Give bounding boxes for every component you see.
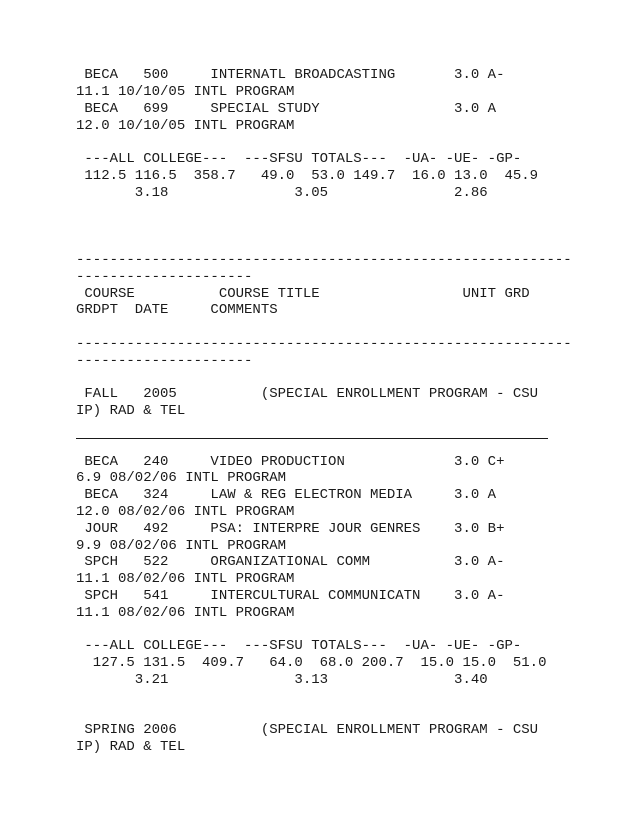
transcript-line: ---ALL COLLEGE--- ---SFSU TOTALS--- -UA- -UE- -GP- — [76, 151, 522, 168]
transcript-line — [76, 50, 616, 67]
transcript-document — [76, 0, 616, 756]
transcript-line: BECA 324 LAW & REG ELECTRON MEDIA 3.0 A — [76, 487, 497, 504]
transcript-line: BECA 500 INTERNATL BROADCASTING 3.0 A- — [76, 67, 505, 84]
section-divider-line — [76, 438, 548, 439]
transcript-line: 6.9 08/02/06 INTL PROGRAM — [76, 470, 287, 487]
transcript-line: SPCH 541 INTERCULTURAL COMMUNICATN 3.0 A- — [76, 587, 505, 604]
transcript-line: ----------------------------------------------------------- — [76, 251, 572, 268]
transcript-line: SPRING 2006 (SPECIAL ENROLLMENT PROGRAM - CSU — [76, 722, 539, 739]
transcript-line — [76, 319, 616, 336]
transcript-line — [76, 420, 616, 437]
transcript-line: 3.18 3.05 2.86 — [76, 184, 488, 201]
transcript-line: COURSE COURSE TITLE UNIT GRD — [76, 285, 530, 302]
transcript-line: ----------------------------------------------------------- — [76, 335, 572, 352]
transcript-line — [76, 235, 616, 252]
transcript-line: 3.21 3.13 3.40 — [76, 671, 488, 688]
transcript-line — [76, 370, 616, 387]
transcript-line: 12.0 10/10/05 INTL PROGRAM — [76, 117, 295, 134]
transcript-line — [76, 134, 616, 151]
transcript-line — [76, 0, 616, 17]
transcript-line: IP) RAD & TEL — [76, 739, 186, 756]
transcript-line — [76, 621, 616, 638]
transcript-line: BECA 240 VIDEO PRODUCTION 3.0 C+ — [76, 453, 505, 470]
transcript-line — [76, 34, 616, 51]
transcript-line: IP) RAD & TEL — [76, 403, 186, 420]
transcript-line: FALL 2005 (SPECIAL ENROLLMENT PROGRAM - CSU — [76, 386, 539, 403]
transcript-line — [76, 705, 616, 722]
transcript-line: 11.1 10/10/05 INTL PROGRAM — [76, 83, 295, 100]
transcript-line: GRDPT DATE COMMENTS — [76, 302, 278, 319]
transcript-line: --------------------- — [76, 268, 253, 285]
transcript-line: 112.5 116.5 358.7 49.0 53.0 149.7 16.0 13.0 45.9 — [76, 167, 539, 184]
transcript-line: ---ALL COLLEGE--- ---SFSU TOTALS--- -UA- -UE- -GP- — [76, 638, 522, 655]
transcript-line: 9.9 08/02/06 INTL PROGRAM — [76, 537, 287, 554]
transcript-line: 127.5 131.5 409.7 64.0 68.0 200.7 15.0 15.0 51.0 — [76, 655, 547, 672]
transcript-line: 11.1 08/02/06 INTL PROGRAM — [76, 571, 295, 588]
transcript-line: JOUR 492 PSA: INTERPRE JOUR GENRES 3.0 B+ — [76, 520, 505, 537]
transcript-line — [76, 689, 616, 706]
transcript-line: 12.0 08/02/06 INTL PROGRAM — [76, 503, 295, 520]
transcript-line — [76, 218, 616, 235]
transcript-line: BECA 699 SPECIAL STUDY 3.0 A — [76, 100, 497, 117]
transcript-line — [76, 202, 616, 219]
transcript-line: 11.1 08/02/06 INTL PROGRAM — [76, 604, 295, 621]
transcript-line: --------------------- — [76, 352, 253, 369]
transcript-line: SPCH 522 ORGANIZATIONAL COMM 3.0 A- — [76, 554, 505, 571]
transcript-line — [76, 437, 616, 454]
transcript-line — [76, 17, 616, 34]
